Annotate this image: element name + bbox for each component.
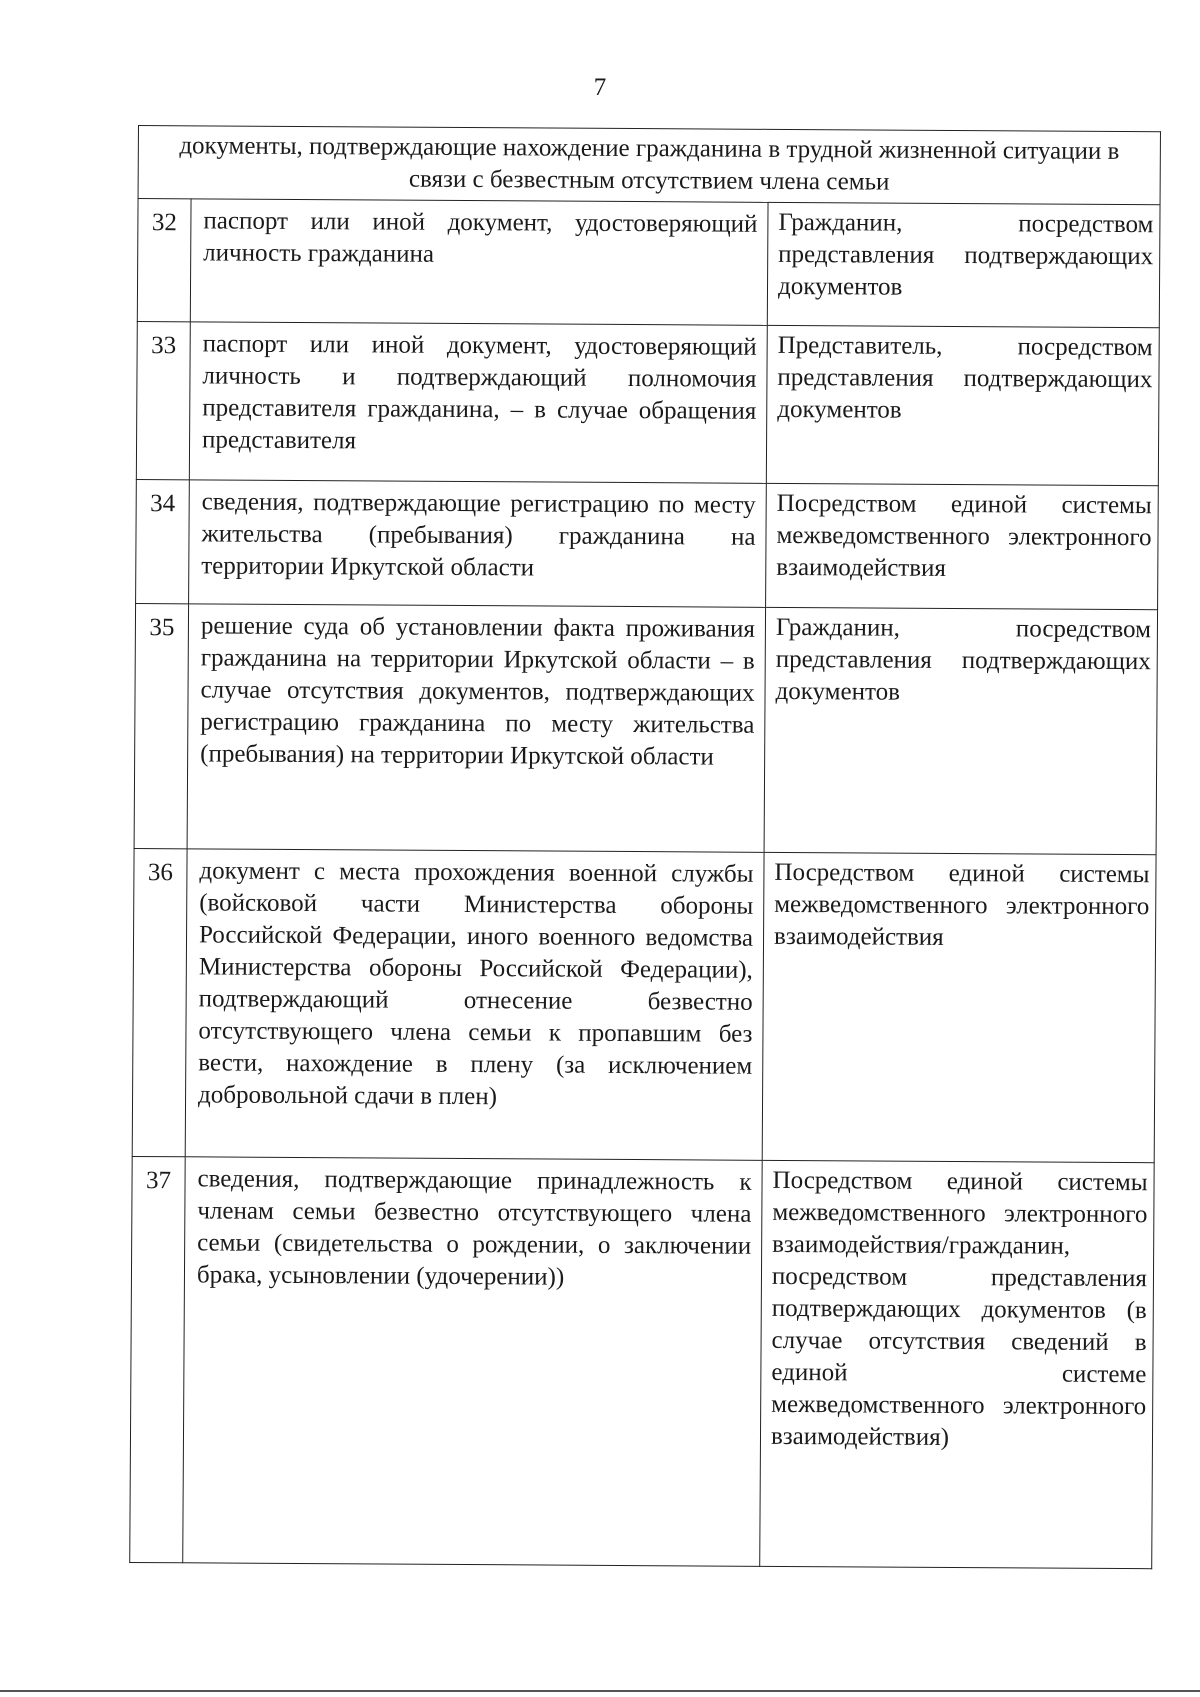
table-row <box>134 603 1157 854</box>
table-row <box>136 321 1159 485</box>
section-title: документы, подтверждающие нахождение гражданина в трудной жизненной ситуации в связи с безвестным отсутствием члена семьи <box>138 126 1160 205</box>
table-row <box>137 199 1160 328</box>
row-source: Гражданин, посредством представления подтверждающих документов <box>764 607 1158 854</box>
table-row <box>130 1156 1154 1568</box>
row-source: Посредством единой системы межведомственного электронного взаимодействия <box>766 483 1159 609</box>
row-source: Представитель, посредством представления подтверждающих документов <box>766 325 1159 485</box>
section-header-row <box>138 126 1160 205</box>
footer-rule <box>0 1690 1200 1692</box>
row-number: 32 <box>137 199 191 322</box>
row-source: Гражданин, посредством представления подтверждающих документов <box>767 202 1160 327</box>
row-number: 37 <box>130 1156 185 1562</box>
row-number: 34 <box>136 479 190 603</box>
row-source: Посредством единой системы межведомственного электронного взаимодействия/гражданин, посредством представления подтверждающих документов (в случае отсутствия сведений в единой системе межведомственного электронного взаимодействия) <box>760 1160 1154 1568</box>
row-document: паспорт или иной документ, удостоверяющий личность и подтверждающий полномочия представителя гражданина, – в случае обращения представителя <box>189 322 767 484</box>
table-row <box>132 848 1156 1162</box>
row-source: Посредством единой системы межведомственного электронного взаимодействия <box>762 852 1156 1162</box>
row-number: 35 <box>134 603 188 848</box>
row-document: сведения, подтверждающие принадлежность к членам семьи безвестно отсутствующего члена семьи (свидетельства о рождении, о заключении брака, усыновлении (удочерении)) <box>183 1157 762 1567</box>
table-row <box>136 479 1159 609</box>
page-number: 7 <box>593 74 607 101</box>
row-number: 36 <box>132 848 187 1156</box>
row-number: 33 <box>136 321 190 479</box>
row-document: решение суда об установлении факта проживания гражданина на территории Иркутской области – в случае отсутствия документов, подтверждающих регистрацию гражданина по месту жительства (пребывания) на территории Иркутской области <box>187 604 765 853</box>
row-document: документ с места прохождения военной службы (войсковой части Министерства обороны Российской Федерации, иного военного ведомства Министерства обороны Российской Федерации), подтверждающий отнесение безвестно отсутствующего члена семьи к пропавшим без вести, нахождение в плену (за исключением добровольной сдачи в плен) <box>185 849 764 1161</box>
row-document: сведения, подтверждающие регистрацию по месту жительства (пребывания) гражданина на территории Иркутской области <box>189 480 767 608</box>
documents-table <box>129 125 1161 1569</box>
row-document: паспорт или иной документ, удостоверяющий личность гражданина <box>190 199 768 326</box>
